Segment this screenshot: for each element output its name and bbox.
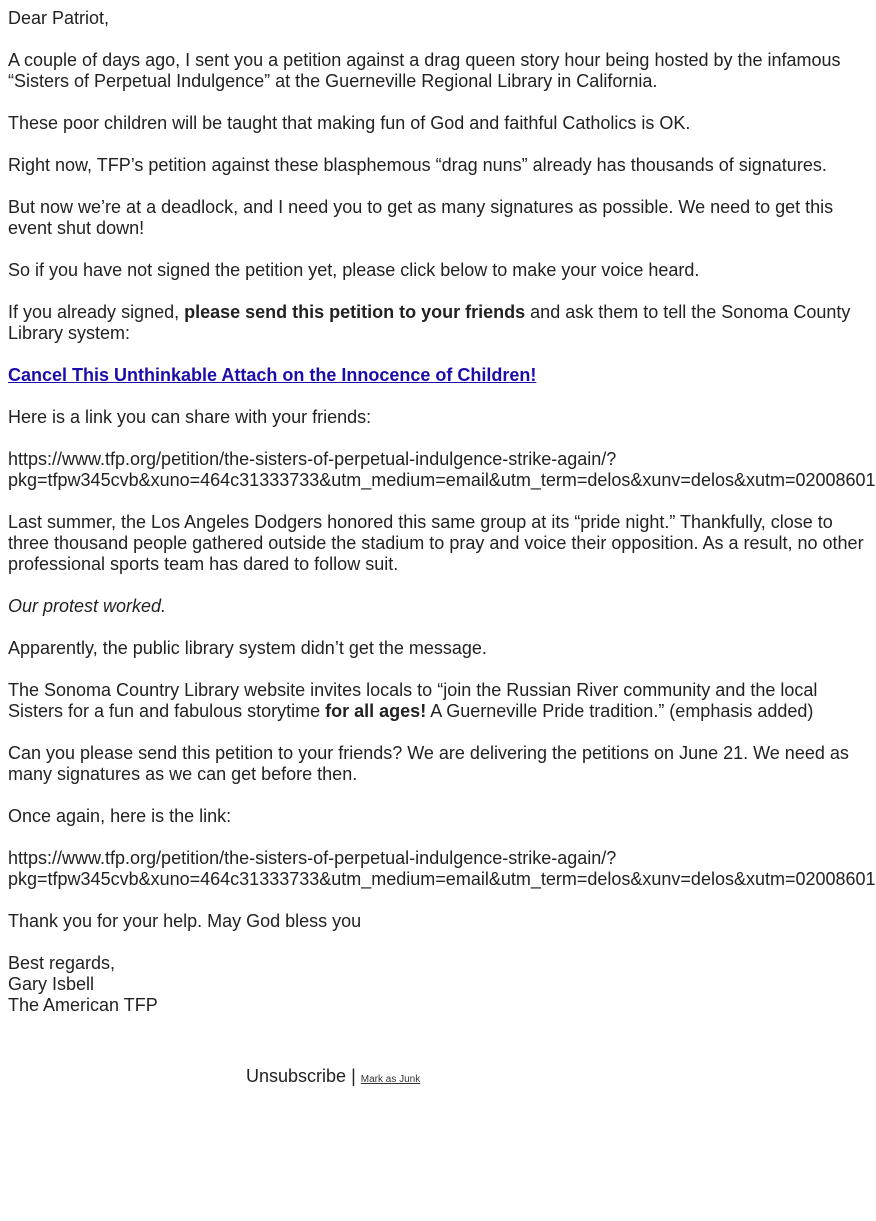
share-request-text-after: and ask them to tell the Sonoma County Library system: [8, 302, 851, 343]
mark-as-junk-link[interactable]: Mark as Junk [360, 1074, 421, 1085]
paragraph-library: Apparently, the public library system didn’t get the message. [8, 638, 487, 658]
email-footer [246, 1066, 420, 1090]
footer-separator: | [351, 1066, 356, 1086]
paragraph-sign-prompt: So if you have not signed the petition yet, please click below to make your voice heard. [8, 260, 700, 280]
signer-name: Gary Isbell [8, 974, 95, 994]
paragraph-dodgers: Last summer, the Los Angeles Dodgers honored this same group at its “pride night.” Thankfully, close to three thousand people gathered outside the stadium to pray and voice their opposition. As a result, no other professional sports team has dared to follow suit. [8, 512, 864, 574]
paragraph-share-request [8, 302, 876, 344]
paragraph-link-again: Once again, here is the link: [8, 806, 232, 826]
signoff: Best regards, [8, 953, 116, 973]
signer-organization: The American TFP [8, 995, 158, 1015]
library-quote-before: The Sonoma Country Library website invites locals to “join the Russian River community and the local Sisters for a fun and fabulous storytime [8, 680, 818, 721]
paragraph-intro: A couple of days ago, I sent you a petition against a drag queen story hour being hosted by the infamous “Sisters of Perpetual Indulgence” at the Guerneville Regional Library in California. [8, 50, 841, 91]
library-quote-emphasis: for all ages! [325, 701, 427, 721]
share-request-text-before: If you already signed, [8, 302, 185, 322]
share-url [8, 449, 876, 491]
cta-container [8, 365, 876, 386]
share-url-line-1: https://www.tfp.org/petition/the-sisters-of-perpetual-indulgence-strike-again/? [8, 449, 617, 469]
repeat-url-line-2: pkg=tfpw345cvb&xuno=464c31333733&utm_medium=email&utm_term=delos&xunv=delos&xutm=02008601 [8, 869, 876, 889]
repeat-url-line-1: https://www.tfp.org/petition/the-sisters-of-perpetual-indulgence-strike-again/? [8, 848, 617, 868]
paragraph-delivery: Can you please send this petition to your friends? We are delivering the petitions on June 21. We need as many signatures as we can get before then. [8, 743, 849, 784]
share-url-line-2: pkg=tfpw345cvb&xuno=464c31333733&utm_medium=email&utm_term=delos&xunv=delos&xutm=02008601 [8, 470, 876, 490]
share-request-emphasis: please send this petition to your friends [184, 302, 526, 322]
paragraph-children: These poor children will be taught that making fun of God and faithful Catholics is OK. [8, 113, 691, 133]
repeat-url [8, 848, 876, 890]
greeting: Dear Patriot, [8, 8, 110, 28]
library-quote-after: A Guerneville Pride tradition.” (emphasis added) [426, 701, 814, 721]
paragraph-signatures: Right now, TFP’s petition against these blasphemous “drag nuns” already has thousands of signatures. [8, 155, 827, 175]
signature [8, 953, 876, 1016]
share-link-intro: Here is a link you can share with your friends: [8, 407, 372, 427]
paragraph-thanks: Thank you for your help. May God bless you [8, 911, 362, 931]
paragraph-deadlock: But now we’re at a deadlock, and I need you to get as many signatures as possible. We need to get this event shut down! [8, 197, 834, 238]
paragraph-library-quote [8, 680, 876, 722]
petition-cta-link[interactable]: Cancel This Unthinkable Attach on the Innocence of Children! [8, 365, 537, 385]
paragraph-protest-worked: Our protest worked. [8, 596, 167, 616]
unsubscribe-link[interactable]: Unsubscribe [246, 1066, 347, 1086]
